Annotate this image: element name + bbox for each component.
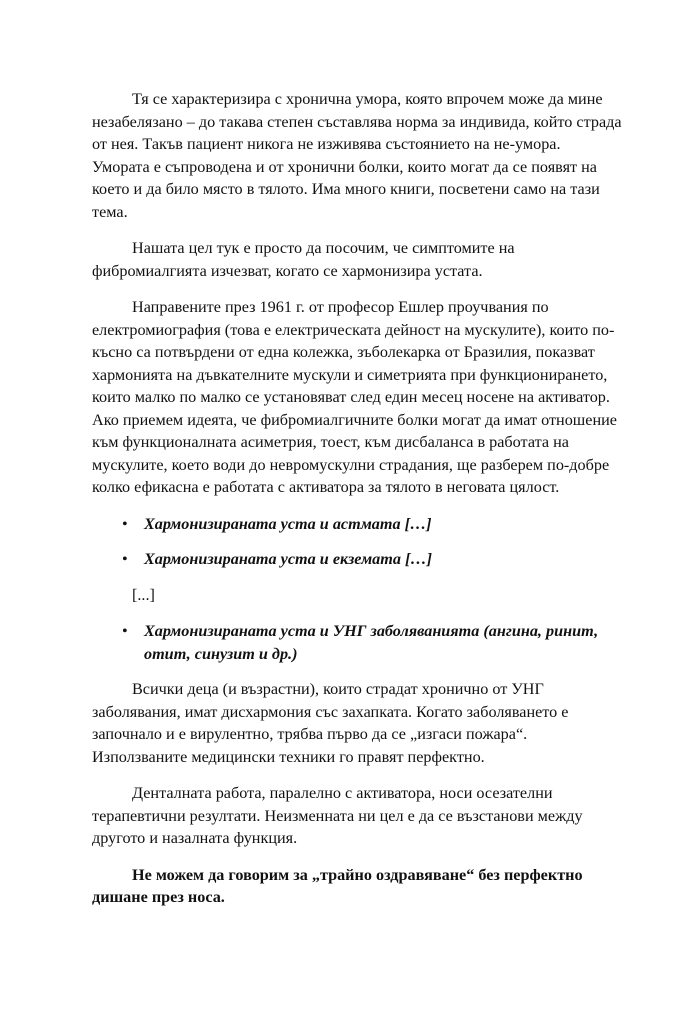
list-item bbox=[92, 548, 622, 571]
bullet-list-top bbox=[92, 513, 622, 571]
closing-statement: Не можем да говорим за „трайно оздравяване“ без перфектно дишане през носа. bbox=[92, 865, 583, 906]
list-item-text: Хармонизираната уста и астмата […] bbox=[144, 514, 432, 533]
list-item bbox=[92, 513, 622, 536]
bullet-icon: • bbox=[122, 514, 128, 533]
bullet-list-bottom bbox=[92, 620, 622, 665]
bullet-icon: • bbox=[122, 622, 128, 640]
omission-marker: [...] bbox=[132, 585, 155, 604]
list-item-text: Хармонизираната уста и УНГ заболяванията (ангина, ринит, отит, синузит и др.) bbox=[144, 622, 599, 663]
bullet-icon: • bbox=[122, 550, 128, 568]
paragraph-dental: Денталната работа, паралелно с активатора, носи осезателни терапевтични резултати. Неизменната ни цел е да се възстанови между другото и назалната функция. bbox=[92, 784, 583, 847]
list-item bbox=[92, 620, 622, 665]
paragraph-goal: Нашата цел тук е просто да посочим, че симптомите на фибромиалгията изчезват, когато се хармонизира устата. bbox=[92, 239, 515, 280]
list-item-text: Хармонизираната уста и екземата […] bbox=[144, 550, 432, 568]
paragraph-ent: Всички деца (и възрастни), които страдат хронично от УНГ заболявания, имат дисхармония със захапката. Когато заболяването е започнало и е вирулентно, трябва първо да се „изгаси пожара“. Използваните медицински техники го правят перфектно. bbox=[92, 680, 569, 766]
paragraph-research: Направените през 1961 г. от професор Ешлер проучвания по електромиография (това е електрическата дейност на мускулите), които по-късно са потвърдени от една колежка, зъболекарка от Бразилия, показват хармонията на дъвкателните мускули и симетрията при функционирането, които малко по малко се установяват след един месец носене на активатор. Ако приемем идеята, че фибромиалгичните болки могат да имат отношение към функционалната асиметрия, тоест, към дисбаланса в работата на мускулите, което води до невромускулни страдания, ще разберем по-добре колко ефикасна е работата с активатора за тялото в неговата цялост. bbox=[92, 298, 617, 496]
document-body bbox=[92, 88, 622, 923]
paragraph-fatigue: Тя се характеризира с хронична умора, която впрочем може да мине незабелязано – до такава степен съставлява норма за индивида, който страда от нея. Такъв пациент никога не изживява състоянието на не-умора. Умората е съпроводена и от хронични болки, които могат да се появят на което и да било място в тялото. Има много книги, посветени само на тази тема. bbox=[92, 90, 622, 221]
